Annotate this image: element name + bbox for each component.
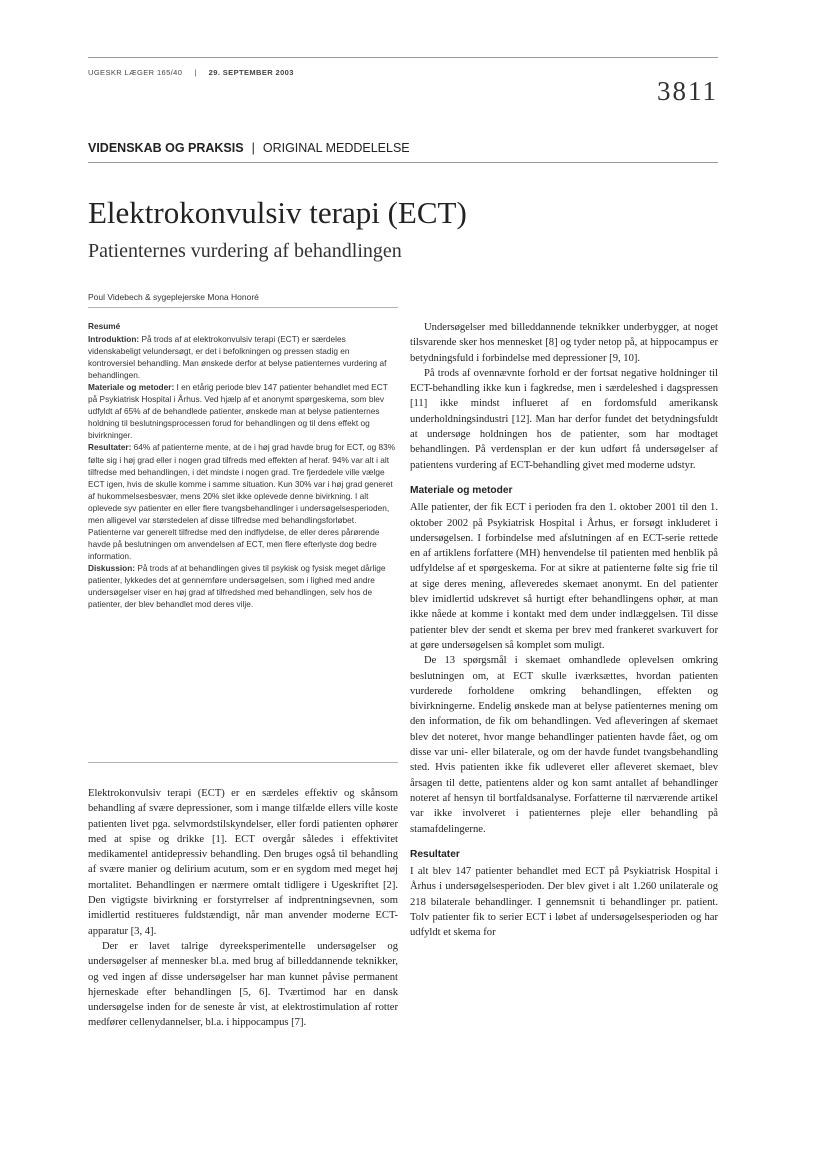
top-rule xyxy=(88,57,718,58)
abstract-section-label: Diskussion: xyxy=(88,562,136,573)
abstract-section xyxy=(88,333,398,381)
header-separator: | xyxy=(194,68,197,77)
abstract-section-text: 64% af patienterne mente, at de i høj grad havde brug for ECT, og 83% følte sig i høj grad eller i nogen grad tilfreds med effekten af heraf. 94% var alt i alt tilfredse med behandlingen, i det mindste i nogen grad. Tre fjerdedele ville vælge ECT igen, hvis de skulle komme i samme situation. Kun 30% var i høj grad generet af hukommelsesbesvær, mens 20% slet ikke oplevede denne bivirkning. I alt oplevede syv patienter en eller flere tvangsbehandlinger i undersøgelsesperioden, men alligevel var størstedelen af disse tilfredse med behandlingsforløbet. Patienterne var generelt tilfredse med den indflydelse, de eller deres pårørende havde på beslutningen om anvendelsen af ECT, men flere efterlyste dog bedre information. xyxy=(88,442,396,561)
body-column-left xyxy=(88,786,398,1031)
abstract-section-label: Materiale og metoder: xyxy=(88,382,175,393)
abstract-section-text: På trods af at behandlingen gives til psykisk og fysisk meget dårlige patienter, lykkedes det at gennemføre undersøgelsen, som i lighed med andre undersøgelser viser en høj grad af tilfredshed med behandlingen, selv hos de patienter, der blev behandlet mod deres vilje. xyxy=(88,562,386,610)
abstract xyxy=(88,320,398,610)
section-label-bold: VIDENSKAB OG PRAKSIS xyxy=(88,141,244,155)
page-number: 3811 xyxy=(657,76,718,106)
section-label xyxy=(88,141,410,155)
body-paragraph: De 13 spørgsmål i skemaet omhandlede oplevelsen omkring beslutningen om, at ECT skulle iværksættes, hvordan patienten vurderede forholdene omkring behandlingen, effekten og bivirkningerne. Endelig ønskede man at belyse patienternes mening om den information, de fik om behandlingen. Ved afleveringen af skemaet blev det noteret, hvor mange behandlinger patienten havde fået, og om disse var uni- eller bilaterale, og om der havde fundet tvangsbehandling sted. Hvis patienten ikke fik udleveret eller afleveret skemaet, blev årsagen til dette, patientens alder og kon samt antallet af behandlinger noteret af hensyn til bortfaldsanalyse. Forfatterne til nærværende artikel var ikke involveret i patienternes pleje eller behandling på stamafdelingerne. xyxy=(410,655,718,835)
abstract-section-label: Resultater: xyxy=(88,442,132,453)
body-paragraph: På trods af ovennævnte forhold er der fortsat negative holdninger til ECT-behandling ikke kun i fagkredse, men i særdeleshed i dagspressen [11] ikke mindst influeret af en fordomsfuld amerikansk underholdningsindustri [12]. Man har derfor fundet det betydningsfuldt at undersøge holdningen hos de patienter, som har modtaget behandlingen. På verdensplan er der kun udført få undersøgelser af patientens vurdering af ECT-behandling givet med moderne udstyr. xyxy=(410,367,718,471)
body-paragraph: Undersøgelser med billeddannende teknikker underbygger, at noget tilsvarende sker hos mennesket [8] og tyder netop på, at hippocampus er betydningsfuld i forbindelse med depressioner [9, 10]. xyxy=(410,322,718,364)
section-rule xyxy=(88,162,718,163)
article-authors: Poul Videbech & sygeplejerske Mona Honoré xyxy=(88,292,259,302)
section-separator: | xyxy=(251,141,255,155)
body-paragraph: Elektrokonvulsiv terapi (ECT) er en særdeles effektiv og skånsom behandling af svære depressioner, som i mange tilfælde ellers ville koste patienten livet pga. selvmordstilskyndelser, eller fordi patienten ophører med at spise og drikke [1]. ECT overgår således i effektivitet medikamentel antidepressiv behandling. Den bruges også til behandling af svære manier og delirium acutum, som er en sygdom med meget høj mortalitet. Behandlingen er nærmere omtalt tidligere i Ugeskriftet [2]. Den vigtigste bivirkning er forstyrrelser af indprentningsevnen, som imidlertid restitueres fuldstændigt, når man anvender moderne ECT-apparatur [3, 4]. xyxy=(88,788,398,937)
abstract-section-text: På trods af at elektrokonvulsiv terapi (ECT) er særdeles videnskabeligt velundersøgt, er det i befolkningen og pressen stadig en kontroversiel behandling. Man ønskede derfor at belyse patienternes vurdering af behandlingen. xyxy=(88,334,387,381)
running-head xyxy=(88,68,294,77)
abstract-bottom-rule xyxy=(88,762,398,763)
abstract-section xyxy=(88,441,398,561)
body-paragraph: Alle patienter, der fik ECT i perioden fra den 1. oktober 2001 til den 1. oktober 2002 på Psykiatrisk Hospital i Århus, er forsøgt inkluderet i undersøgelsen. I forbindelse med afslutningen af en ECT-serie rettede en af artiklens forfattere (MH) henvendelse til patienten med henblik på udfyldelse af et spørgeskema. For at sikre at patienterne følte sig frie til at sige deres mening, afleveredes skemaet anonymt. En del patienter blev imidlertid udskrevet så hurtigt efter behandlingens ophør, at man ikke nåede at komme i kontakt med dem under indlæggelsen. Til disse patienter blev der sendt et skema per brev med frankeret svarkuvert for at gøre undersøgelsen så komplet som muligt. xyxy=(410,502,718,651)
body-paragraph: Der er lavet talrige dyreeksperimentelle undersøgelser og undersøgelser af mennesker bl.a. med brug af billeddannende teknikker, og ved ingen af disse undersøgelser har man kunnet påvise permanent hjerneskade efter behandlingen [5, 6]. Tværtimod har en dansk undersøgelse inden for de seneste år vist, at elektrostimulation af rotter medfører cellenydannelser, bl.a. i hippocampus [7]. xyxy=(88,940,398,1029)
issue-date: 29. SEPTEMBER 2003 xyxy=(208,68,294,77)
abstract-heading: Resumé xyxy=(88,321,121,331)
article-title: Elektrokonvulsiv terapi (ECT) xyxy=(88,195,467,230)
abstract-section-text: I en etårig periode blev 147 patienter behandlet med ECT på Psykiatrisk Hospital i Århus. Ved hjælp af et anonymt spørgeskema, som blev udfyldt af 65% af de behandlede patienter, ønskede man at belyse patienternes holdning til beslutningsprocessen forud for behandlingen og til dens effekt og bivirkninger. xyxy=(88,382,388,441)
article-subtitle: Patienternes vurdering af behandlingen xyxy=(88,240,402,262)
results-heading: Resultater xyxy=(410,848,460,860)
body-column-right xyxy=(410,320,718,941)
abstract-top-rule xyxy=(88,307,398,308)
journal-name: UGESKR LÆGER 165/40 xyxy=(88,68,183,77)
abstract-section xyxy=(88,562,398,610)
methods-heading: Materiale og metoder xyxy=(410,484,513,496)
abstract-section-label: Introduktion: xyxy=(88,334,140,345)
abstract-section xyxy=(88,381,398,441)
body-paragraph: I alt blev 147 patienter behandlet med ECT på Psykiatrisk Hospital i Århus i undersøgelsesperioden. Der blev givet i alt 1.260 unilaterale og 218 bilaterale behandlinger. I gennemsnit ti behandlinger pr. patient. Tolv patienter fik to serier ECT i løbet af undersøgelsesperioden og har udfyldt et skema for xyxy=(410,866,718,939)
section-label-type: ORIGINAL MEDDELELSE xyxy=(262,141,410,155)
